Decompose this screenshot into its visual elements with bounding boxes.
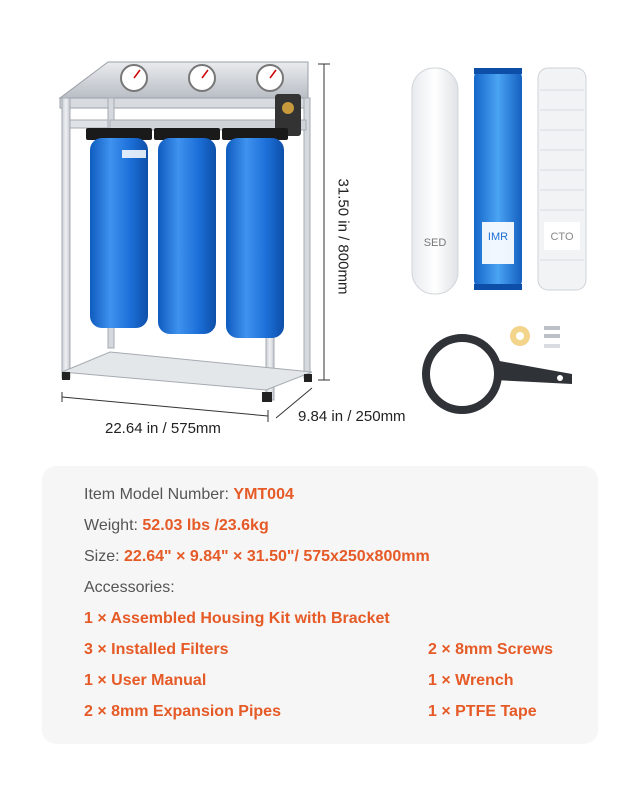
depth-dimension-label: 9.84 in / 250mm (298, 408, 406, 425)
accessories-heading: Accessories: (84, 579, 175, 596)
cto-label: CTO (550, 231, 574, 243)
accessory-item: 3 × Installed Filters (84, 641, 229, 658)
accessory-item: 1 × PTFE Tape (428, 703, 537, 720)
accessory-item: 1 × Wrench (428, 672, 514, 689)
accessory-item: 2 × 8mm Screws (428, 641, 553, 658)
filter-housing-1 (86, 128, 152, 328)
weight-line (84, 517, 269, 535)
cto-cartridge (538, 68, 586, 290)
accessory-item: 1 × User Manual (84, 672, 207, 689)
imr-cartridge (474, 68, 522, 290)
weight-value: 52.03 lbs /23.6kg (142, 517, 269, 534)
width-dimension-label: 22.64 in / 575mm (105, 420, 221, 437)
accessory-item: 1 × Assembled Housing Kit with Bracket (84, 610, 390, 627)
size-line (84, 548, 430, 566)
ptfe-tape-icon (510, 326, 530, 346)
sed-label: SED (423, 237, 447, 249)
model-number-label: Item Model Number: (84, 486, 234, 503)
sed-cartridge (412, 68, 458, 294)
model-number-value: YMT004 (233, 486, 294, 503)
wrench-icon (426, 338, 572, 410)
filter-housing-2 (154, 128, 220, 334)
imr-label: IMR (487, 231, 509, 243)
weight-label: Weight: (84, 517, 143, 534)
size-value: 22.64" × 9.84" × 31.50"/ 575x250x800mm (124, 548, 430, 565)
spec-card (42, 466, 598, 744)
size-label: Size: (84, 548, 125, 565)
filter-housing-3 (222, 128, 288, 338)
screws-icon (544, 326, 560, 348)
accessory-item: 2 × 8mm Expansion Pipes (84, 703, 281, 720)
model-number-line (84, 486, 294, 504)
height-dimension-label: 31.50 in / 800mm (334, 178, 352, 295)
